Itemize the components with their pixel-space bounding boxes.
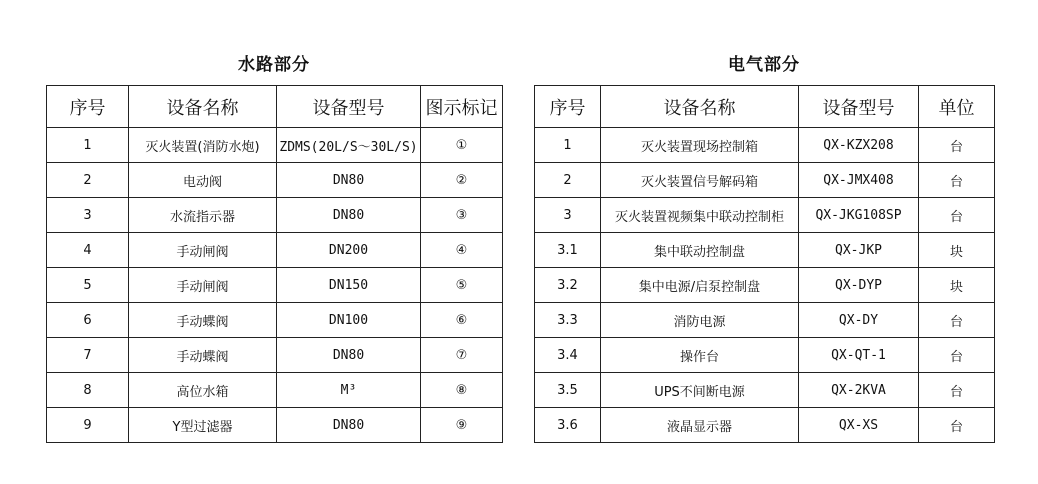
table-row (535, 303, 995, 338)
cell-unit: 块 (919, 268, 995, 303)
cell-name: 灭火装置视频集中联动控制柜 (601, 198, 799, 233)
cell-seq: 5 (47, 268, 129, 303)
cell-name: UPS不间断电源 (601, 373, 799, 408)
cell-seq: 7 (47, 338, 129, 373)
cell-model: QX-2KVA (799, 373, 919, 408)
cell-model: QX-JKP (799, 233, 919, 268)
cell-seq: 3.3 (535, 303, 601, 338)
table-row (47, 198, 503, 233)
cell-unit: 台 (919, 373, 995, 408)
cell-marker: ⑨ (421, 408, 503, 443)
cell-unit: 台 (919, 163, 995, 198)
table-row (535, 233, 995, 268)
cell-seq: 3.2 (535, 268, 601, 303)
table-row (535, 373, 995, 408)
table-row (535, 408, 995, 443)
cell-name: 手动闸阀 (129, 268, 277, 303)
cell-model: M³ (277, 373, 421, 408)
cell-seq: 8 (47, 373, 129, 408)
cell-model: DN80 (277, 163, 421, 198)
cell-model: QX-JKG108SP (799, 198, 919, 233)
cell-seq: 9 (47, 408, 129, 443)
cell-name: 集中电源/启泵控制盘 (601, 268, 799, 303)
cell-model: DN100 (277, 303, 421, 338)
cell-seq: 3.4 (535, 338, 601, 373)
cell-name: 集中联动控制盘 (601, 233, 799, 268)
header-seq: 序号 (535, 86, 601, 128)
water-section-title: 水路部分 (238, 55, 310, 75)
cell-unit: 块 (919, 233, 995, 268)
table-row (47, 233, 503, 268)
water-equipment-table (46, 85, 503, 443)
cell-model: DN80 (277, 198, 421, 233)
cell-marker: ⑧ (421, 373, 503, 408)
cell-model: QX-XS (799, 408, 919, 443)
header-unit: 单位 (919, 86, 995, 128)
header-seq: 序号 (47, 86, 129, 128)
table-row (47, 338, 503, 373)
cell-name: Y型过滤器 (129, 408, 277, 443)
electrical-equipment-table (534, 85, 995, 443)
cell-seq: 3.5 (535, 373, 601, 408)
table-row (47, 128, 503, 163)
table-header-row (535, 86, 995, 128)
cell-name: 操作台 (601, 338, 799, 373)
table-row (535, 163, 995, 198)
cell-seq: 2 (535, 163, 601, 198)
cell-seq: 3.1 (535, 233, 601, 268)
cell-name: 手动蝶阀 (129, 303, 277, 338)
cell-model: DN80 (277, 408, 421, 443)
table-row (535, 128, 995, 163)
cell-model: QX-KZX208 (799, 128, 919, 163)
cell-unit: 台 (919, 338, 995, 373)
table-row (535, 268, 995, 303)
cell-seq: 6 (47, 303, 129, 338)
table-row (535, 198, 995, 233)
cell-name: 水流指示器 (129, 198, 277, 233)
cell-unit: 台 (919, 303, 995, 338)
cell-marker: ⑥ (421, 303, 503, 338)
cell-name: 液晶显示器 (601, 408, 799, 443)
cell-name: 高位水箱 (129, 373, 277, 408)
cell-model: QX-DY (799, 303, 919, 338)
cell-marker: ⑤ (421, 268, 503, 303)
cell-marker: ③ (421, 198, 503, 233)
cell-model: ZDMS(20L/S～30L/S) (277, 128, 421, 163)
table-row (47, 268, 503, 303)
cell-name: 消防电源 (601, 303, 799, 338)
cell-name: 手动闸阀 (129, 233, 277, 268)
cell-unit: 台 (919, 408, 995, 443)
table-row (535, 338, 995, 373)
cell-seq: 2 (47, 163, 129, 198)
cell-name: 手动蝶阀 (129, 338, 277, 373)
table-row (47, 163, 503, 198)
cell-name: 电动阀 (129, 163, 277, 198)
cell-unit: 台 (919, 128, 995, 163)
header-marker: 图示标记 (421, 86, 503, 128)
cell-marker: ⑦ (421, 338, 503, 373)
cell-seq: 3.6 (535, 408, 601, 443)
cell-model: QX-JMX408 (799, 163, 919, 198)
electrical-section-title: 电气部分 (728, 55, 800, 75)
cell-model: QX-QT-1 (799, 338, 919, 373)
header-name: 设备名称 (601, 86, 799, 128)
cell-model: DN150 (277, 268, 421, 303)
cell-name: 灭火装置(消防水炮) (129, 128, 277, 163)
cell-name: 灭火装置信号解码箱 (601, 163, 799, 198)
cell-model: QX-DYP (799, 268, 919, 303)
cell-seq: 1 (47, 128, 129, 163)
table-row (47, 408, 503, 443)
header-name: 设备名称 (129, 86, 277, 128)
cell-model: DN200 (277, 233, 421, 268)
cell-marker: ④ (421, 233, 503, 268)
cell-unit: 台 (919, 198, 995, 233)
cell-name: 灭火装置现场控制箱 (601, 128, 799, 163)
header-model: 设备型号 (277, 86, 421, 128)
table-row (47, 373, 503, 408)
table-header-row (47, 86, 503, 128)
cell-seq: 3 (535, 198, 601, 233)
cell-marker: ① (421, 128, 503, 163)
cell-seq: 3 (47, 198, 129, 233)
cell-seq: 1 (535, 128, 601, 163)
cell-marker: ② (421, 163, 503, 198)
table-row (47, 303, 503, 338)
cell-model: DN80 (277, 338, 421, 373)
header-model: 设备型号 (799, 86, 919, 128)
cell-seq: 4 (47, 233, 129, 268)
